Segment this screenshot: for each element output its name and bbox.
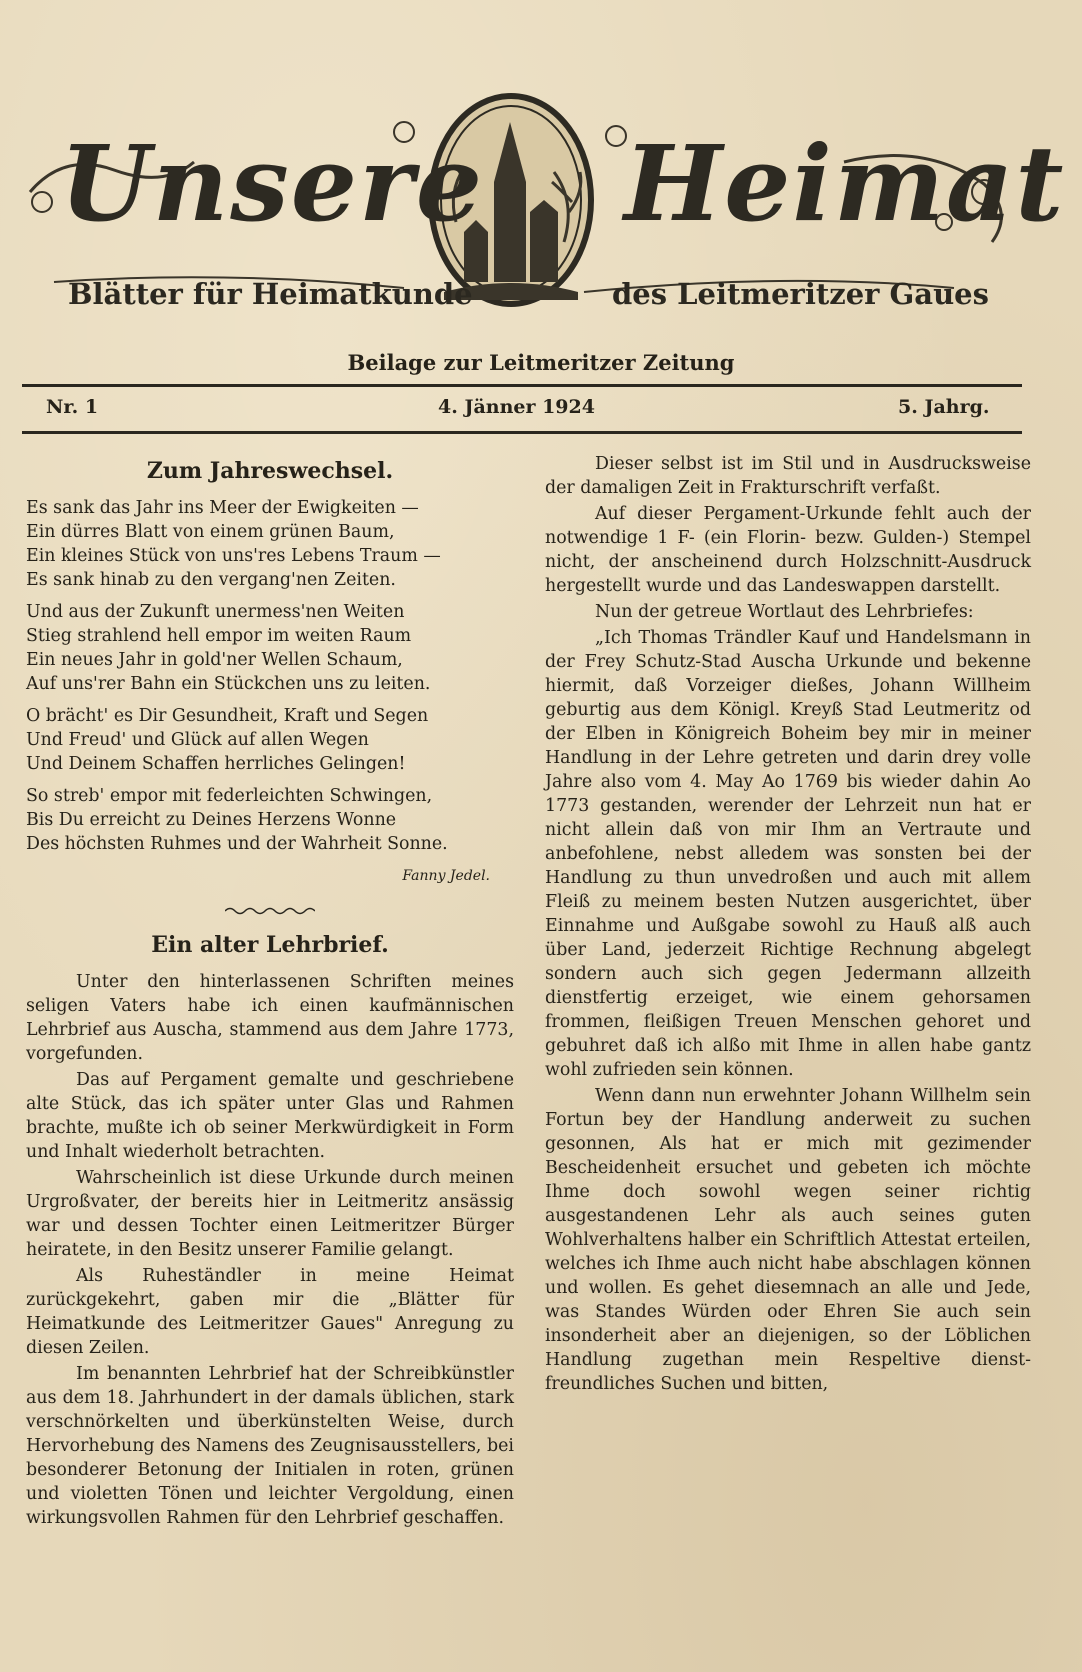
- poem-title: Zum Jahreswechsel.: [146, 458, 394, 484]
- title-word-left: Unsere: [60, 122, 484, 245]
- article-paragraph: Das auf Pergament gemalte und geschriebene alte Stück, das ich später unter Glas und Rahmen brachte, mußte ich ob seiner Merkwürdigkeit in Form und Inhalt wiederholt betrachten.: [26, 1070, 514, 1162]
- poem-line: Es sank das Jahr ins Meer der Ewigkeiten —: [26, 498, 419, 518]
- article-title: Ein alter Lehrbrief.: [151, 932, 389, 958]
- poem-line: Auf uns'rer Bahn ein Stückchen uns zu leiten.: [26, 674, 431, 694]
- poem-stanza: [26, 704, 514, 776]
- poem-line: So streb' empor mit federleichten Schwingen,: [26, 786, 433, 806]
- issue-number: Nr. 1: [46, 396, 99, 418]
- poem-line: Es sank hinab zu den vergang'nen Zeiten.: [26, 570, 396, 590]
- volume-year: 5. Jahrg.: [898, 396, 990, 418]
- poem-line: Und aus der Zukunft unermess'nen Weiten: [26, 602, 405, 622]
- rule-bottom: [22, 431, 1022, 434]
- poem-line: Stieg strahlend hell empor im weiten Raum: [26, 626, 412, 646]
- poem-author: Fanny Jedel.: [402, 868, 490, 884]
- issue-date: 4. Jänner 1924: [438, 396, 595, 418]
- article-paragraph: Als Ruheständler in meine Heimat zurückgekehrt, gaben mir die „Blätter für Heimatkunde des Leitmeritzer Gaues" Anregung zu diesen Zeilen.: [26, 1266, 514, 1358]
- poem-line: Und Deinem Schaffen herrliches Gelingen!: [26, 754, 406, 774]
- section-divider: [225, 906, 315, 916]
- poem-line: Des höchsten Ruhmes und der Wahrheit Sonne.: [26, 834, 448, 854]
- column-left: [26, 452, 514, 1532]
- poem-stanza: [26, 600, 514, 696]
- article-paragraph: Nun der getreue Wortlaut des Lehrbriefes:: [595, 602, 974, 622]
- title-word-right: Heimat: [624, 122, 1066, 245]
- article-paragraph: Im benannten Lehrbrief hat der Schreibkünstler aus dem 18. Jahrhundert in der damals üblichen, stark verschnörkelten und überkünstelten Weise, durch Hervorhebung des Namens des Zeugnisausstellers, bei besonderer Betonung der Initialen in roten, grünen und violetten Tönen und leichter Vergoldung, einen wirkungsvollen Rahmen für den Lehrbrief geschaffen.: [26, 1364, 514, 1528]
- poem-stanza: [26, 784, 514, 856]
- article-paragraph: Unter den hinterlassenen Schriften meines seligen Vaters habe ich einen kaufmännischen Lehrbrief aus Auscha, stammend aus dem Jahre 1773, vorgefunden.: [26, 972, 514, 1064]
- article-paragraph: Wahrscheinlich ist diese Urkunde durch meinen Urgroßvater, der bereits hier in Leitmeritz ansässig war und dessen Tochter einen Leitmeritzer Bürger heiratete, in den Besitz unserer Familie gelangt.: [26, 1168, 514, 1260]
- article-paragraph: Auf dieser Pergament-Urkunde fehlt auch der notwendige 1 F- (ein Florin- bezw. Gulden-) Stempel nicht, der anscheinend durch Holzschnitt-Ausdruck hergestellt wurde und das Landeswappen darstellt.: [545, 504, 1031, 596]
- subtitle-left: Blätter für Heimatkunde: [68, 277, 473, 311]
- rule-top: [22, 384, 1022, 387]
- poem-stanza: [26, 496, 514, 592]
- poem-line: Und Freud' und Glück auf allen Wegen: [26, 730, 369, 750]
- article-paragraph: Wenn dann nun erwehnter Johann Willhelm sein Fortun bey der Handlung anderweit zu suchen gesonnen, Als hat er mich mit gezimender Bescheidenheit ersuchet und gebeten ich möchte Ihme doch sowohl wegen seiner richtig ausgestandenen Lehr als auch seines guten Wohlverhaltens halber ein Schriftlich Attestat erteilen, welches ich Ihme auch nicht habe abschlagen können und wollen. Es gehet diesemnach an alle und Jede, was Standes Würden oder Ehren Sie auch sein insonderheit aber an diejenigen, so der Löblichen Handlung zugethan mein Respeltive dienst-freundliches Suchen und bitten,: [545, 1086, 1031, 1394]
- poem-line: Ein dürres Blatt von einem grünen Baum,: [26, 522, 395, 542]
- poem-line: O brächt' es Dir Gesundheit, Kraft und Segen: [26, 706, 429, 726]
- supplement-line: Beilage zur Leitmeritzer Zeitung: [347, 350, 735, 375]
- article-paragraph: Dieser selbst ist im Stil und in Ausdrucksweise der damaligen Zeit in Frakturschrift verfaßt.: [545, 454, 1031, 498]
- masthead: [24, 92, 1066, 322]
- poem-line: Bis Du erreicht zu Deines Herzens Wonne: [26, 810, 397, 830]
- poem-line: Ein kleines Stück von uns'res Lebens Traum —: [26, 546, 441, 566]
- article-paragraph: „Ich Thomas Trändler Kauf und Handelsmann in der Frey Schutz-Stad Auscha Urkunde und bekenne hiermit, daß Vorzeiger dießes, Johann Willheim geburtig aus dem Königl. Kreyß Stad Leutmeritz od der Elben in Königreich Boheim bey mir in meiner Handlung in der Lehre getreten und darin drey volle Jahre also vom 4. May Ao 1769 bis wieder dahin Ao 1773 gestanden, werender der Lehrzeit nun hat er nicht allein daß von mir Ihm an Vertraute und anbefohlene, nebst alledem was sonsten bei der Handlung zu thun unvedroßen und auch mit allem Fleiß zu meinem besten Nutzen ausgerichtet, über Einnahme und Außgabe sowohl zu Hauß alß auch über Land, jederzeit Richtige Rechnung abgelegt sondern auch sich gegen Jedermann allzeith dienstfertig erzeiget, wie einem gehorsamen frommen, fleißigen Treuen Menschen gehoret und gebuhret daß ich alßo mit Ihme in allen habe gantz wohl zufrieden sein können.: [545, 628, 1031, 1080]
- column-right: [545, 452, 1031, 1398]
- poem-line: Ein neues Jahr in gold'ner Wellen Schaum,: [26, 650, 403, 670]
- subtitle-right: des Leitmeritzer Gaues: [612, 277, 989, 311]
